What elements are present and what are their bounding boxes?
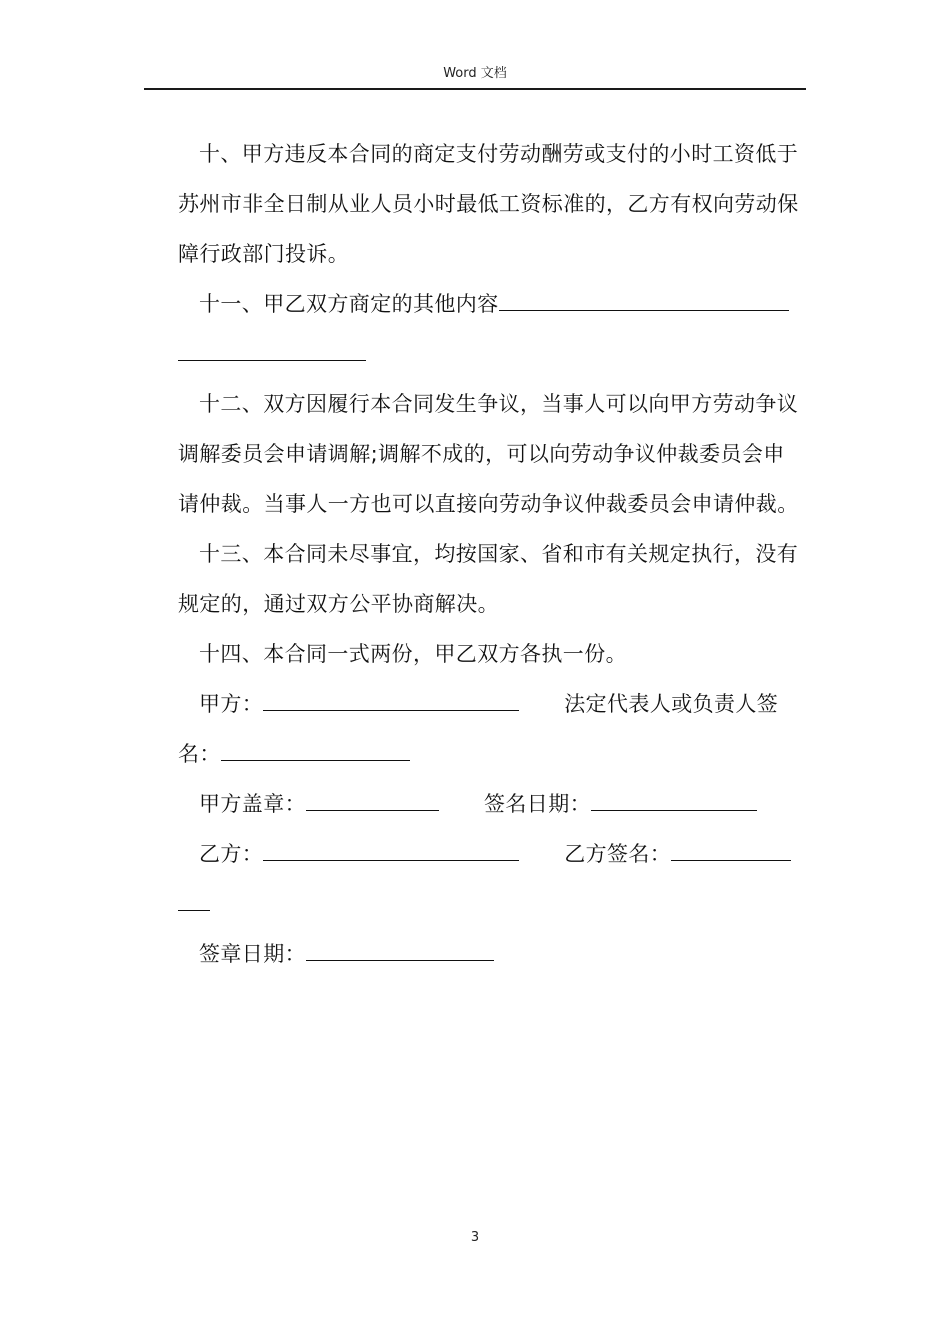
clause-12: 十二、双方因履行本合同发生争议，当事人可以向甲方劳动争议调解委员会申请调解;调解不成的，可以向劳动争议仲裁委员会申请仲裁。当事人一方也可以直接向劳动争议仲裁委员会申请仲裁。 bbox=[178, 392, 799, 516]
document-body bbox=[178, 129, 802, 979]
clause-11-label: 十一、甲乙双方商定的其他内容 bbox=[199, 292, 499, 316]
page-number: 3 bbox=[470, 1230, 480, 1245]
party-b-label: 乙方： bbox=[199, 842, 264, 866]
party-a-line bbox=[178, 679, 802, 729]
other-content-blank-2[interactable] bbox=[178, 359, 366, 361]
seal-date-line bbox=[178, 929, 802, 979]
clause-10: 十、甲方违反本合同的商定支付劳动酬劳或支付的小时工资低于苏州市非全日制从业人员小时最低工资标准的，乙方有权向劳动保障行政部门投诉。 bbox=[178, 142, 799, 266]
party-a-seal-label: 甲方盖章： bbox=[199, 792, 306, 816]
clause-11 bbox=[178, 279, 802, 329]
seal-date-label: 签章日期： bbox=[199, 942, 306, 966]
party-b-sign-blank-1[interactable] bbox=[671, 859, 791, 861]
party-a-seal-line bbox=[178, 779, 802, 829]
party-b-sign-label: 乙方签名： bbox=[564, 842, 672, 866]
page-header bbox=[144, 62, 806, 90]
legal-rep-label: 法定代表人或负责人签 bbox=[564, 692, 779, 716]
party-a-label: 甲方： bbox=[199, 692, 264, 716]
party-b-sign-blank-2[interactable] bbox=[178, 909, 210, 911]
party-b-sign-continuation bbox=[178, 879, 802, 929]
party-a-blank[interactable] bbox=[263, 709, 519, 711]
sign-date-label: 签名日期： bbox=[484, 792, 591, 816]
sign-date-blank[interactable] bbox=[591, 809, 757, 811]
clause-13: 十三、本合同未尽事宜，均按国家、省和市有关规定执行，没有规定的，通过双方公平协商解决。 bbox=[178, 542, 799, 616]
party-b-blank[interactable] bbox=[263, 859, 519, 861]
party-a-seal-blank[interactable] bbox=[306, 809, 439, 811]
seal-date-blank[interactable] bbox=[306, 959, 494, 961]
legal-rep-line bbox=[178, 729, 802, 779]
other-content-blank-1[interactable] bbox=[499, 309, 789, 311]
clause-11-continuation bbox=[178, 329, 802, 379]
legal-rep-signature-blank[interactable] bbox=[221, 759, 410, 761]
legal-rep-label-cont: 名： bbox=[178, 742, 221, 766]
header-title: Word 文档 bbox=[443, 66, 507, 81]
clause-14: 十四、本合同一式两份，甲乙双方各执一份。 bbox=[199, 642, 627, 666]
party-b-line bbox=[178, 829, 802, 879]
